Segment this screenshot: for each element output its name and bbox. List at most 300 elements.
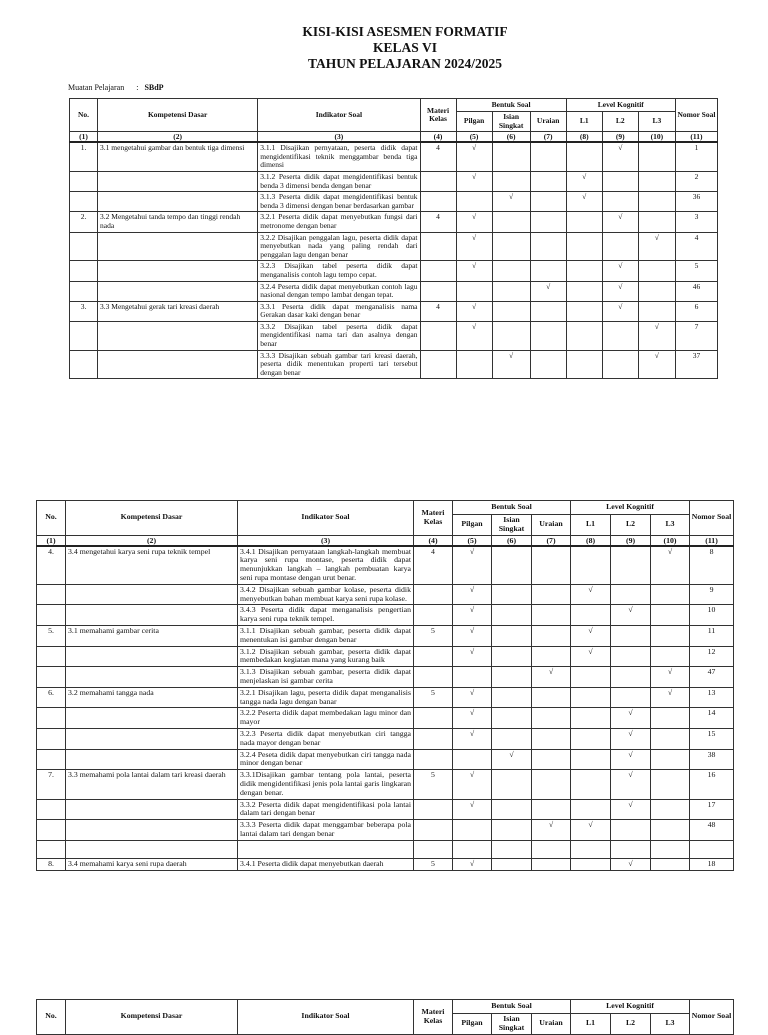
- pilgan-check: √: [456, 301, 492, 321]
- row-number: 6.: [37, 687, 66, 708]
- l1-check: [566, 212, 602, 232]
- table-row: [37, 687, 734, 708]
- header-kd: Kompetensi Dasar: [98, 99, 258, 132]
- uraian-check: [532, 625, 571, 646]
- column-number-row: [37, 535, 734, 546]
- indikator-cell: 3.1.2 Disajikan sebuah gambar, peserta didik dapat membedakan kegiatan mana yang kurang baik: [238, 646, 414, 667]
- kompetensi-dasar-cell: [98, 192, 258, 212]
- subject-value: SBdP: [144, 83, 164, 92]
- pilgan-check: √: [453, 546, 492, 585]
- materi-kelas-cell: [420, 261, 456, 281]
- isian-check: [492, 546, 532, 585]
- header-indikator: Indikator Soal: [258, 99, 420, 132]
- header-pilgan: Pilgan: [453, 1014, 492, 1035]
- indikator-cell: [238, 840, 414, 858]
- l2-check: √: [602, 212, 638, 232]
- col-num: (10): [651, 535, 690, 546]
- indikator-cell: 3.4.3 Peserta didik dapat menganalisis pengertian karya seni rupa teknik tempel.: [238, 605, 414, 626]
- l1-check: [571, 840, 611, 858]
- isian-check: [492, 728, 532, 749]
- col-num: (2): [66, 535, 238, 546]
- l1-check: √: [566, 171, 602, 191]
- uraian-check: [530, 261, 566, 281]
- header-l1: L1: [571, 1014, 611, 1035]
- row-number: [37, 820, 66, 841]
- header-uraian: Uraian: [530, 112, 566, 132]
- pilgan-check: √: [456, 142, 492, 171]
- l2-check: [611, 667, 651, 688]
- materi-kelas-cell: 5: [414, 687, 453, 708]
- header-l1: L1: [566, 112, 602, 132]
- materi-kelas-cell: [420, 232, 456, 261]
- l3-check: [638, 192, 675, 212]
- isian-check: [492, 646, 532, 667]
- l2-check: [611, 546, 651, 585]
- kompetensi-dasar-cell: 3.1 memahami gambar cerita: [66, 625, 238, 646]
- indikator-cell: 3.2.4 Peserta didik dapat menyebutkan contoh lagu nasional dengan tempo lambat dengan tepat.: [258, 281, 420, 301]
- l3-check: [638, 301, 675, 321]
- uraian-check: √: [532, 820, 571, 841]
- isian-check: [492, 281, 530, 301]
- uraian-check: [532, 840, 571, 858]
- l3-check: [651, 858, 690, 870]
- kompetensi-dasar-cell: 3.4 mengetahui karya seni rupa teknik tempel: [66, 546, 238, 585]
- header-pilgan: Pilgan: [453, 515, 492, 536]
- l3-check: √: [651, 687, 690, 708]
- header-pilgan: Pilgan: [456, 112, 492, 132]
- indikator-cell: 3.2.4 Peseta didik dapat menyebutkan ciri tangga nada minor dengan benar: [238, 749, 414, 770]
- materi-kelas-cell: 5: [414, 625, 453, 646]
- table-row: [37, 749, 734, 770]
- l3-check: [651, 770, 690, 799]
- uraian-check: [530, 232, 566, 261]
- indikator-cell: 3.3.3 Disajikan sebuah gambar tari kreasi daerah, peserta didik menentukan properti tari tersebut dengan benar: [258, 350, 420, 379]
- kompetensi-dasar-cell: 3.4 memahami karya seni rupa daerah: [66, 858, 238, 870]
- uraian-check: √: [530, 281, 566, 301]
- header-materi: Materi Kelas: [414, 1000, 453, 1035]
- nomor-soal-cell: 14: [690, 708, 734, 729]
- l2-check: [602, 321, 638, 350]
- isian-check: √: [492, 350, 530, 379]
- l3-check: [638, 171, 675, 191]
- header-nomor: Nomor Soal: [675, 99, 717, 132]
- kompetensi-dasar-cell: [66, 667, 238, 688]
- row-number: 8.: [37, 858, 66, 870]
- materi-kelas-cell: [414, 728, 453, 749]
- nomor-soal-cell: 46: [675, 281, 717, 301]
- materi-kelas-cell: [414, 749, 453, 770]
- pilgan-check: [453, 820, 492, 841]
- nomor-soal-cell: 6: [675, 301, 717, 321]
- uraian-check: [530, 142, 566, 171]
- materi-kelas-cell: [420, 192, 456, 212]
- nomor-soal-cell: 8: [690, 546, 734, 585]
- kompetensi-dasar-cell: [66, 728, 238, 749]
- header-bentuk: Bentuk Soal: [453, 501, 571, 515]
- nomor-soal-cell: 3: [675, 212, 717, 232]
- materi-kelas-cell: [420, 171, 456, 191]
- kompetensi-dasar-cell: 3.3 Mengetahui gerak tari kreasi daerah: [98, 301, 258, 321]
- uraian-check: [530, 171, 566, 191]
- materi-kelas-cell: [414, 708, 453, 729]
- col-num: (1): [70, 132, 98, 143]
- col-num: (1): [37, 535, 66, 546]
- l2-check: √: [602, 281, 638, 301]
- header-l1: L1: [571, 515, 611, 536]
- indikator-cell: 3.2.2 Disajikan penggalan lagu, peserta didik dapat menyebutkan nada yang paling rendah dari penggalan lagu dengan benar: [258, 232, 420, 261]
- isian-check: [492, 770, 532, 799]
- table-row: [70, 301, 718, 321]
- isian-check: [492, 799, 532, 820]
- row-number: [37, 584, 66, 605]
- l2-check: [611, 646, 651, 667]
- materi-kelas-cell: [414, 605, 453, 626]
- table-row: [37, 546, 734, 585]
- table-row: [70, 232, 718, 261]
- kompetensi-dasar-cell: [98, 350, 258, 379]
- col-num: (11): [675, 132, 717, 143]
- table-body: [37, 546, 734, 870]
- row-number: 2.: [70, 212, 98, 232]
- row-number: 1.: [70, 142, 98, 171]
- pilgan-check: √: [456, 321, 492, 350]
- uraian-check: [532, 646, 571, 667]
- l3-check: [651, 625, 690, 646]
- row-number: [70, 350, 98, 379]
- col-num: (3): [258, 132, 420, 143]
- materi-kelas-cell: 4: [420, 142, 456, 171]
- indikator-cell: 3.4.1 Disajikan pernyataan langkah-langkah membuat karya seni rupa montase, peserta didik dapat menunjukkan langkah – langkah pembuatan karya seni rupa montase dengan urut benar.: [238, 546, 414, 585]
- l2-check: √: [602, 301, 638, 321]
- indikator-cell: 3.2.1 Disajikan lagu, peserta didik dapat menganalisis tangga nada lagu dengan banar: [238, 687, 414, 708]
- indikator-cell: 3.3.1Disajikan gambar tentang pola lantai, peserta didik mengidentifikasi jenis pola lantai garis lingkaran dengan benar.: [238, 770, 414, 799]
- nomor-soal-cell: 15: [690, 728, 734, 749]
- col-num: (10): [638, 132, 675, 143]
- l3-check: [651, 605, 690, 626]
- table-row: [37, 667, 734, 688]
- row-number: 4.: [37, 546, 66, 585]
- pilgan-check: [456, 281, 492, 301]
- header-bentuk: Bentuk Soal: [453, 1000, 571, 1014]
- pilgan-check: √: [453, 625, 492, 646]
- indikator-cell: 3.1.3 Peserta didik dapat mengidentifikasi bentuk benda 3 dimensi dengan benar berdasarkan gambar: [258, 192, 420, 212]
- nomor-soal-cell: 16: [690, 770, 734, 799]
- l2-check: √: [602, 261, 638, 281]
- uraian-check: [532, 728, 571, 749]
- uraian-check: √: [532, 667, 571, 688]
- table-row: [37, 625, 734, 646]
- table-row: [70, 321, 718, 350]
- l3-check: [638, 212, 675, 232]
- indikator-cell: 3.3.1 Peserta didik dapat menganalisis nama Gerakan dasar kaki dengan benar: [258, 301, 420, 321]
- kompetensi-dasar-cell: [66, 584, 238, 605]
- indikator-cell: 3.2.2 Peserta didik dapat membedakan lagu minor dan mayor: [238, 708, 414, 729]
- indikator-cell: 3.3.2 Peserta didik dapat mengidentifikasi pola lantai dalam tari dengan benar: [238, 799, 414, 820]
- uraian-check: [530, 301, 566, 321]
- pilgan-check: √: [453, 799, 492, 820]
- nomor-soal-cell: 17: [690, 799, 734, 820]
- header-bentuk: Bentuk Soal: [456, 99, 566, 112]
- header-indikator: Indikator Soal: [238, 1000, 414, 1035]
- header-l2: L2: [611, 1014, 651, 1035]
- title-line-1: KISI-KISI ASESMEN FORMATIF: [302, 24, 508, 39]
- l1-check: [571, 687, 611, 708]
- kompetensi-dasar-cell: [66, 840, 238, 858]
- nomor-soal-cell: 2: [675, 171, 717, 191]
- l2-check: [611, 584, 651, 605]
- table-head: [70, 99, 718, 143]
- header-l3: L3: [651, 515, 690, 536]
- kompetensi-dasar-cell: [66, 605, 238, 626]
- kompetensi-dasar-cell: [98, 261, 258, 281]
- materi-kelas-cell: 4: [420, 212, 456, 232]
- materi-kelas-cell: [414, 840, 453, 858]
- l1-check: [571, 605, 611, 626]
- pilgan-check: √: [453, 728, 492, 749]
- l2-check: [611, 820, 651, 841]
- pilgan-check: √: [453, 858, 492, 870]
- col-num: (6): [492, 535, 532, 546]
- kompetensi-dasar-cell: [98, 281, 258, 301]
- materi-kelas-cell: [414, 584, 453, 605]
- l3-check: √: [638, 350, 675, 379]
- row-number: [37, 749, 66, 770]
- col-num: (4): [414, 535, 453, 546]
- isian-check: [492, 687, 532, 708]
- pilgan-check: √: [453, 770, 492, 799]
- l3-check: √: [638, 321, 675, 350]
- l3-check: [651, 646, 690, 667]
- isian-check: [492, 820, 532, 841]
- kompetensi-dasar-cell: [66, 646, 238, 667]
- nomor-soal-cell: [690, 840, 734, 858]
- header-no: No.: [70, 99, 98, 132]
- table-head: [37, 501, 734, 546]
- l1-check: [566, 321, 602, 350]
- pilgan-check: √: [453, 646, 492, 667]
- header-isian: Isian Singkat: [492, 515, 532, 536]
- pilgan-check: √: [453, 708, 492, 729]
- nomor-soal-cell: 13: [690, 687, 734, 708]
- materi-kelas-cell: 5: [414, 858, 453, 870]
- nomor-soal-cell: 10: [690, 605, 734, 626]
- kompetensi-dasar-cell: [98, 171, 258, 191]
- l1-check: √: [571, 820, 611, 841]
- header-uraian: Uraian: [532, 1014, 571, 1035]
- pilgan-check: √: [453, 584, 492, 605]
- row-number: [70, 261, 98, 281]
- nomor-soal-cell: 9: [690, 584, 734, 605]
- indikator-cell: 3.1.3 Disajikan sebuah gambar, peserta didik dapat menjelaskan isi gambar cerita: [238, 667, 414, 688]
- l2-check: √: [611, 858, 651, 870]
- row-number: [37, 605, 66, 626]
- kompetensi-dasar-cell: 3.3 memahami pola lantai dalam tari kreasi daerah: [66, 770, 238, 799]
- nomor-soal-cell: 37: [675, 350, 717, 379]
- isian-check: [492, 840, 532, 858]
- isian-check: [492, 605, 532, 626]
- grid-table-2: [36, 500, 734, 871]
- l3-check: [651, 728, 690, 749]
- indikator-cell: 3.2.3 Disajikan tabel peserta didik dapat menganalisis contoh lagu tempo cepat.: [258, 261, 420, 281]
- l2-check: √: [611, 799, 651, 820]
- nomor-soal-cell: 4: [675, 232, 717, 261]
- l3-check: [638, 261, 675, 281]
- uraian-check: [532, 584, 571, 605]
- col-num: (2): [98, 132, 258, 143]
- materi-kelas-cell: 4: [420, 301, 456, 321]
- nomor-soal-cell: 7: [675, 321, 717, 350]
- table-row: [37, 584, 734, 605]
- grid-table-3: [36, 999, 734, 1035]
- row-number: [37, 840, 66, 858]
- col-num: (11): [690, 535, 734, 546]
- header-indikator: Indikator Soal: [238, 501, 414, 536]
- isian-check: [492, 212, 530, 232]
- table-row: [70, 142, 718, 171]
- l2-check: [602, 350, 638, 379]
- pilgan-check: √: [456, 212, 492, 232]
- materi-kelas-cell: [414, 820, 453, 841]
- l1-check: [571, 749, 611, 770]
- isian-check: [492, 625, 532, 646]
- table-row: [70, 212, 718, 232]
- col-num: (9): [602, 132, 638, 143]
- l2-check: √: [602, 142, 638, 171]
- subject-separator: :: [136, 83, 139, 92]
- nomor-soal-cell: 18: [690, 858, 734, 870]
- l2-check: √: [611, 728, 651, 749]
- header-materi: Materi Kelas: [414, 501, 453, 536]
- header-level: Level Kognitif: [566, 99, 675, 112]
- l1-check: [571, 728, 611, 749]
- row-number: 7.: [37, 770, 66, 799]
- title-line-2: KELAS VI: [373, 40, 437, 55]
- header-level: Level Kognitif: [571, 1000, 690, 1014]
- l3-check: [651, 749, 690, 770]
- header-l2: L2: [611, 515, 651, 536]
- indikator-cell: 3.4.2 Disajikan sebuah gambar kolase, peserta didik menyebutkan bahan membuat karya seni rupa kolase.: [238, 584, 414, 605]
- pilgan-check: [453, 749, 492, 770]
- l1-check: √: [566, 192, 602, 212]
- materi-kelas-cell: [420, 350, 456, 379]
- isian-check: √: [492, 192, 530, 212]
- row-number: [37, 708, 66, 729]
- isian-check: [492, 321, 530, 350]
- col-num: (6): [492, 132, 530, 143]
- indikator-cell: 3.3.3 Peserta didik dapat menggambar beberapa pola lantai dalam tari dengan benar: [238, 820, 414, 841]
- nomor-soal-cell: 12: [690, 646, 734, 667]
- isian-check: [492, 171, 530, 191]
- table-row: [70, 281, 718, 301]
- uraian-check: [532, 770, 571, 799]
- l1-check: √: [571, 584, 611, 605]
- col-num: (4): [420, 132, 456, 143]
- table-row: [37, 646, 734, 667]
- header-l3: L3: [651, 1014, 690, 1035]
- indikator-cell: 3.3.2 Disajikan tabel peserta didik dapat mengidentifikasi nama tari dan asalnya dengan benar: [258, 321, 420, 350]
- row-number: [37, 646, 66, 667]
- table-row: [37, 708, 734, 729]
- header-no: No.: [37, 1000, 66, 1035]
- indikator-cell: 3.1.1 Disajikan sebuah gambar, peserta didik dapat menentukan isi gambar dengan benar: [238, 625, 414, 646]
- row-number: [37, 728, 66, 749]
- l2-check: [611, 687, 651, 708]
- pilgan-check: [456, 192, 492, 212]
- isian-check: [492, 232, 530, 261]
- header-uraian: Uraian: [532, 515, 571, 536]
- col-num: (8): [566, 132, 602, 143]
- isian-check: [492, 708, 532, 729]
- document-title: [0, 24, 768, 72]
- l1-check: √: [571, 646, 611, 667]
- indikator-cell: 3.1.1 Disajikan pernyataan, peserta didik dapat mengidentifikasi teknik menggambar benda tiga dimensi: [258, 142, 420, 171]
- table-row: [70, 261, 718, 281]
- kompetensi-dasar-cell: [66, 799, 238, 820]
- indikator-cell: 3.4.1 Peserta didik dapat menyebutkan daerah: [238, 858, 414, 870]
- l2-check: [602, 232, 638, 261]
- header-no: No.: [37, 501, 66, 536]
- l1-check: [571, 770, 611, 799]
- table-row: [37, 605, 734, 626]
- nomor-soal-cell: 47: [690, 667, 734, 688]
- isian-check: [492, 301, 530, 321]
- kompetensi-dasar-cell: [98, 232, 258, 261]
- row-number: [70, 281, 98, 301]
- row-number: [70, 192, 98, 212]
- header-nomor: Nomor Soal: [690, 1000, 734, 1035]
- materi-kelas-cell: 5: [414, 770, 453, 799]
- uraian-check: [532, 687, 571, 708]
- nomor-soal-cell: 11: [690, 625, 734, 646]
- table-row: [37, 820, 734, 841]
- kompetensi-dasar-cell: 3.2 Mengetahui tanda tempo dan tinggi rendah nada: [98, 212, 258, 232]
- row-number: 3.: [70, 301, 98, 321]
- l1-check: [571, 858, 611, 870]
- uraian-check: [530, 212, 566, 232]
- pilgan-check: √: [456, 261, 492, 281]
- header-level: Level Kognitif: [571, 501, 690, 515]
- l1-check: [566, 301, 602, 321]
- subject-line: [68, 83, 164, 92]
- isian-check: [492, 261, 530, 281]
- uraian-check: [532, 546, 571, 585]
- pilgan-check: [453, 840, 492, 858]
- indikator-cell: 3.2.1 Peserta didik dapat menyebutkan fungsi dari metronome dengan benar: [258, 212, 420, 232]
- col-num: (7): [532, 535, 571, 546]
- materi-kelas-cell: [414, 646, 453, 667]
- row-number: [70, 171, 98, 191]
- l1-check: [571, 667, 611, 688]
- header-isian: Isian Singkat: [492, 1014, 532, 1035]
- l2-check: [602, 192, 638, 212]
- l3-check: √: [651, 667, 690, 688]
- l3-check: [651, 840, 690, 858]
- indikator-cell: 3.2.3 Peserta didik dapat menyebutkan ciri tangga nada mayor dengan benar: [238, 728, 414, 749]
- l2-check: √: [611, 770, 651, 799]
- title-line-3: TAHUN PELAJARAN 2024/2025: [307, 56, 502, 71]
- row-number: [70, 232, 98, 261]
- uraian-check: [532, 858, 571, 870]
- header-kd: Kompetensi Dasar: [66, 1000, 238, 1035]
- kompetensi-dasar-cell: 3.1 mengetahui gambar dan bentuk tiga dimensi: [98, 142, 258, 171]
- table-row: [70, 171, 718, 191]
- kompetensi-dasar-cell: [66, 749, 238, 770]
- row-number: [37, 799, 66, 820]
- table-row: [37, 840, 734, 858]
- table-row: [37, 770, 734, 799]
- l3-check: √: [651, 546, 690, 585]
- l1-check: [566, 232, 602, 261]
